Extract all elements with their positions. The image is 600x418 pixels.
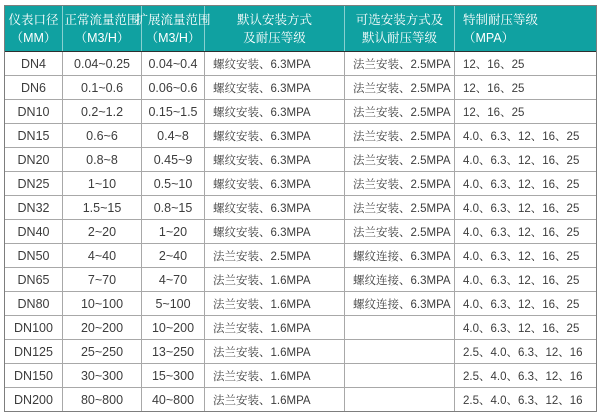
- table-cell: 0.04~0.25: [63, 52, 142, 75]
- table-row: [5, 100, 596, 124]
- header-cell-line1: 特制耐压等级: [463, 12, 539, 27]
- table-row: [5, 220, 596, 244]
- table-cell: 螺纹安装、6.3MPA: [205, 220, 345, 243]
- table-cell: 0.15~1.5: [142, 100, 205, 123]
- table-cell: 0.4~8: [142, 124, 205, 147]
- table-cell: 法兰安装、1.6MPA: [205, 364, 345, 387]
- table-cell: 7~70: [63, 268, 142, 291]
- table-row: [5, 148, 596, 172]
- table-cell: DN50: [5, 244, 63, 267]
- table-cell: DN20: [5, 148, 63, 171]
- header-cell-line1: 仪表口径: [8, 12, 59, 27]
- table-cell: 0.2~1.2: [63, 100, 142, 123]
- table-cell: 0.8~15: [142, 196, 205, 219]
- header-cell-line1: 正常流量范围: [64, 12, 140, 27]
- table-cell: 2.5、4.0、6.3、12、16: [463, 394, 583, 407]
- table-cell: 4.0、6.3、12、16、25: [463, 178, 580, 191]
- table-cell: DN25: [5, 172, 63, 195]
- table-cell: 0.6~6: [63, 124, 142, 147]
- table-row: [5, 76, 596, 100]
- table-cell: 法兰安装、2.5MPA: [205, 244, 345, 267]
- table-cell: DN125: [5, 340, 63, 363]
- table-cell: DN65: [5, 268, 63, 291]
- table-cell: [345, 340, 455, 363]
- table-cell: 1.5~15: [63, 196, 142, 219]
- table-row: [5, 172, 596, 196]
- table-cell: DN100: [5, 316, 63, 339]
- table-row: [5, 388, 596, 411]
- table-cell: [345, 316, 455, 339]
- table-cell: 25~250: [63, 340, 142, 363]
- header-cell-5: [455, 6, 596, 51]
- table-cell: 2.5、4.0、6.3、12、16: [463, 370, 583, 383]
- table-cell: 法兰安装、2.5MPA: [345, 100, 455, 123]
- table-body: [5, 52, 596, 411]
- table-cell: 法兰安装、1.6MPA: [205, 316, 345, 339]
- table-cell: 2~40: [142, 244, 205, 267]
- table-cell: 5~100: [142, 292, 205, 315]
- table-cell: DN15: [5, 124, 63, 147]
- table-cell: 4~40: [63, 244, 142, 267]
- table-cell: 4.0、6.3、12、16、25: [463, 298, 580, 311]
- header-cell-line2: 默认耐压等级: [361, 30, 437, 45]
- flow-meter-spec-table: [4, 5, 597, 412]
- table-cell: 80~800: [63, 388, 142, 411]
- table-cell: 0.8~8: [63, 148, 142, 171]
- table-cell: 法兰安装、2.5MPA: [345, 52, 455, 75]
- table-cell: 4.0、6.3、12、16、25: [463, 202, 580, 215]
- table-cell: 螺纹连接、6.3MPA: [345, 292, 455, 315]
- table-cell: 4.0、6.3、12、16、25: [463, 130, 580, 143]
- table-cell: 螺纹连接、6.3MPA: [345, 244, 455, 267]
- table-cell: 法兰安装、2.5MPA: [345, 148, 455, 171]
- table-cell: 1~20: [142, 220, 205, 243]
- table-cell: 4.0、6.3、12、16、25: [463, 250, 580, 263]
- table-row: [5, 316, 596, 340]
- table-cell: 4.0、6.3、12、16、25: [463, 322, 580, 335]
- header-cell-2: [135, 6, 211, 51]
- table-row: [5, 124, 596, 148]
- header-cell-1: [63, 6, 142, 51]
- table-cell: 法兰安装、2.5MPA: [345, 76, 455, 99]
- header-cell-line2: （MM）: [10, 30, 57, 45]
- header-cell-line1: 可选安装方式及: [355, 12, 444, 27]
- table-cell: 法兰安装、2.5MPA: [345, 220, 455, 243]
- header-cell-line2: （M3/H）: [74, 30, 130, 45]
- table-cell: 13~250: [142, 340, 205, 363]
- table-cell: 螺纹安装、6.3MPA: [205, 196, 345, 219]
- table-cell: 10~100: [63, 292, 142, 315]
- table-cell: DN32: [5, 196, 63, 219]
- table-cell: 0.04~0.4: [142, 52, 205, 75]
- table-cell: 10~200: [142, 316, 205, 339]
- table-cell: 40~800: [142, 388, 205, 411]
- table-row: [5, 292, 596, 316]
- header-cell-line1: 默认安装方式: [236, 12, 312, 27]
- header-cell-line2: （M3/H）: [145, 30, 201, 45]
- table-cell: 0.45~9: [142, 148, 205, 171]
- table-cell: 法兰安装、2.5MPA: [345, 196, 455, 219]
- table-cell: 螺纹安装、6.3MPA: [205, 100, 345, 123]
- table-cell: DN10: [5, 100, 63, 123]
- table-cell: 螺纹安装、6.3MPA: [205, 148, 345, 171]
- table-cell: 12、16、25: [463, 106, 525, 119]
- table-row: [5, 244, 596, 268]
- table-cell: 法兰安装、2.5MPA: [345, 172, 455, 195]
- header-cell-0: [5, 6, 63, 51]
- table-cell: DN40: [5, 220, 63, 243]
- table-cell: DN6: [5, 76, 63, 99]
- table-row: [5, 364, 596, 388]
- header-cell-line2: 及耐压等级: [243, 30, 306, 45]
- table-cell: 4.0、6.3、12、16、25: [463, 154, 580, 167]
- table-cell: 0.5~10: [142, 172, 205, 195]
- table-cell: 12、16、25: [463, 82, 525, 95]
- table-cell: 螺纹安装、6.3MPA: [205, 76, 345, 99]
- table-cell: 15~300: [142, 364, 205, 387]
- table-cell: 30~300: [63, 364, 142, 387]
- table-cell: 法兰安装、1.6MPA: [205, 268, 345, 291]
- table-cell: 12、16、25: [463, 58, 525, 71]
- table-cell: 2.5、4.0、6.3、12、16: [463, 346, 583, 359]
- table-cell: 2~20: [63, 220, 142, 243]
- table-row: [5, 52, 596, 76]
- table-cell: 螺纹安装、6.3MPA: [205, 124, 345, 147]
- table-cell: DN80: [5, 292, 63, 315]
- table-cell: 螺纹安装、6.3MPA: [205, 172, 345, 195]
- table-row: [5, 340, 596, 364]
- table-cell: 1~10: [63, 172, 142, 195]
- table-row: [5, 196, 596, 220]
- header-cell-4: [345, 6, 455, 51]
- table-header: [5, 6, 596, 52]
- table-cell: 法兰安装、1.6MPA: [205, 340, 345, 363]
- table-cell: [345, 388, 455, 411]
- table-cell: 4.0、6.3、12、16、25: [463, 226, 580, 239]
- table-cell: 法兰安装、2.5MPA: [345, 124, 455, 147]
- table-cell: 法兰安装、1.6MPA: [205, 388, 345, 411]
- table-cell: 螺纹安装、6.3MPA: [205, 52, 345, 75]
- table-cell: [345, 364, 455, 387]
- table-cell: DN4: [5, 52, 63, 75]
- table-row: [5, 268, 596, 292]
- table-cell: 0.1~0.6: [63, 76, 142, 99]
- table-cell: DN200: [5, 388, 63, 411]
- table-cell: 4~70: [142, 268, 205, 291]
- table-cell: 法兰安装、1.6MPA: [205, 292, 345, 315]
- table-cell: 0.06~0.6: [142, 76, 205, 99]
- table-cell: DN150: [5, 364, 63, 387]
- table-cell: 螺纹连接、6.3MPA: [345, 268, 455, 291]
- table-cell: 20~200: [63, 316, 142, 339]
- header-cell-line2: （MPA）: [463, 30, 515, 45]
- header-cell-3: [205, 6, 345, 51]
- header-cell-line1: 扩展流量范围: [135, 12, 211, 27]
- table-cell: 4.0、6.3、12、16、25: [463, 274, 580, 287]
